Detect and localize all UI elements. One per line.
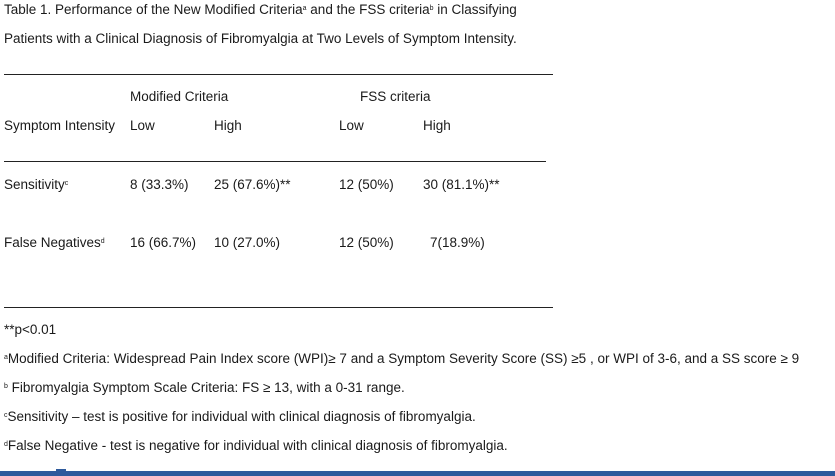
caption-text-part-1: Table 1. Performance of the New Modified Criteria xyxy=(4,2,303,17)
row-footnote-marker: d xyxy=(100,238,105,245)
footnote-marker-c: c xyxy=(4,412,8,419)
footnote-text-a: Modified Criteria: Widespread Pain Index score (WPI)≥ 7 and a Symptom Severity Score (SS) ≥5 , or WPI of 3-6, and a SS score ≥ 9 xyxy=(7,351,800,366)
subheader-fss-low: Low xyxy=(339,118,364,133)
table-cell: 10 (27.0%) xyxy=(214,235,281,250)
group-header-fss-criteria: FSS criteria xyxy=(360,89,431,104)
footnote-b xyxy=(4,380,405,395)
table-cell: 12 (50%) xyxy=(339,235,394,250)
table-cell: 30 (81.1%)** xyxy=(423,177,500,192)
top-rule xyxy=(4,74,553,75)
caption-text-part-2: and the FSS criteria xyxy=(306,2,430,17)
row-label-sensitivity xyxy=(4,177,68,192)
subheader-modified-low: Low xyxy=(130,118,155,133)
row-label-false-negatives xyxy=(4,235,105,250)
bottom-bar xyxy=(0,471,835,476)
subheader-modified-high: High xyxy=(214,118,242,133)
table-caption-line-1 xyxy=(4,2,517,17)
footnote-text-b: Fibromyalgia Symptom Scale Criteria: FS ≥ 13, with a 0-31 range. xyxy=(7,380,405,395)
footnote-d xyxy=(4,438,508,453)
footnote-marker-d: d xyxy=(4,441,8,448)
group-header-modified-criteria: Modified Criteria xyxy=(130,89,229,104)
footnote-marker-b: b xyxy=(4,383,8,390)
row-header-label: Symptom Intensity xyxy=(4,118,116,133)
table-cell: 8 (33.3%) xyxy=(130,177,189,192)
footnote-marker-a: a xyxy=(4,354,8,361)
caption-footnote-marker-a: a xyxy=(302,5,307,12)
subheader-fss-high: High xyxy=(423,118,451,133)
row-footnote-marker: c xyxy=(64,180,69,187)
table-caption-line-2: Patients with a Clinical Diagnosis of Fibromyalgia at Two Levels of Symptom Intensity. xyxy=(4,31,517,46)
footnote-text-c: Sensitivity – test is positive for individual with clinical diagnosis of fibromyalgia. xyxy=(7,409,476,424)
caption-footnote-marker-b: b xyxy=(429,5,434,12)
table-cell: 7(18.9%) xyxy=(430,235,485,250)
row-label-text: Sensitivity xyxy=(4,177,65,192)
header-rule xyxy=(4,161,546,162)
footnote-c xyxy=(4,409,476,424)
table-cell: 25 (67.6%)** xyxy=(214,177,291,192)
caption-text-part-3: in Classifying xyxy=(433,2,517,17)
table-cell: 12 (50%) xyxy=(339,177,394,192)
bottom-rule xyxy=(4,307,553,308)
table-cell: 16 (66.7%) xyxy=(130,235,197,250)
footnote-a xyxy=(4,351,799,366)
footnote-significance: **p<0.01 xyxy=(4,322,57,337)
row-label-text: False Negatives xyxy=(4,235,101,250)
footnote-text-d: False Negative - test is negative for individual with clinical diagnosis of fibromyalgia. xyxy=(7,438,508,453)
